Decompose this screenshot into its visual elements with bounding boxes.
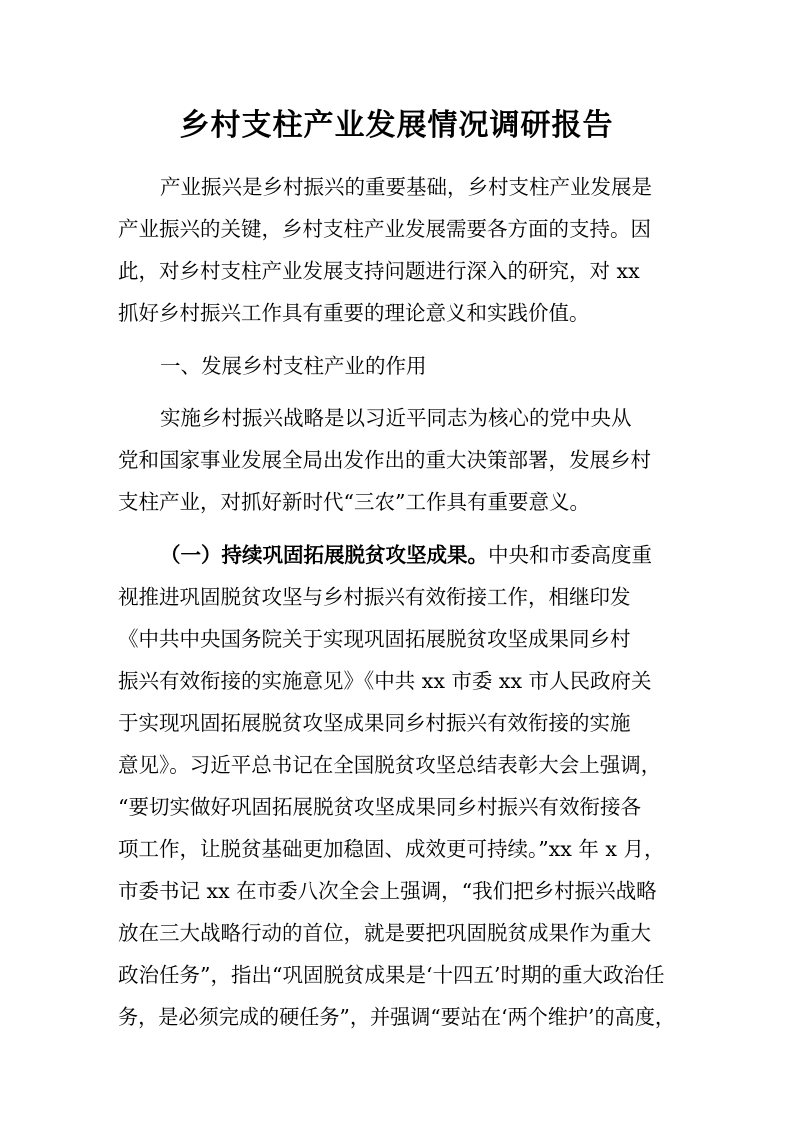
paragraph-3-line-2: 视推进巩固脱贫攻坚与乡村振兴有效衔接工作，相继印发 <box>118 585 631 609</box>
paragraph-3-line-6: 意见》。习近平总书记在全国脱贫攻坚总结表彰大会上强调， <box>118 753 662 777</box>
paragraph-2-line-1: 实施乡村振兴战略是以习近平同志为核心的党中央从 <box>160 406 632 430</box>
paragraph-3-line-3: 《中共中央国务院关于实现巩固拓展脱贫攻坚成果同乡村 <box>118 627 631 651</box>
paragraph-3-line-1-rest: 中央和市委高度重 <box>488 543 652 567</box>
paragraph-1-line-4: 抓好乡村振兴工作具有重要的理论意义和实践价值。 <box>118 301 590 325</box>
paragraph-3-line-10: 放在三大战略行动的首位，就是要把巩固脱贫成果作为重大 <box>118 921 651 945</box>
paragraph-2-line-2: 党和国家事业发展全局出发作出的重大决策部署，发展乡村 <box>118 448 651 472</box>
paragraph-1-line-2: 产业振兴的关键，乡村支柱产业发展需要各方面的支持。因 <box>118 217 651 241</box>
paragraph-3-line-4: 振兴有效衔接的实施意见》《中共 xx 市委 xx 市人民政府关 <box>118 669 652 693</box>
paragraph-1-line-1: 产业振兴是乡村振兴的重要基础，乡村支柱产业发展是 <box>160 175 652 199</box>
paragraph-3-line-1 <box>160 535 652 575</box>
paragraph-3-line-12: 务，是必须完成的硬任务”，并强调“要站在‘两个维护’的高度， <box>118 1005 676 1029</box>
paragraph-3-line-5: 于实现巩固拓展脱贫攻坚成果同乡村振兴有效衔接的实施 <box>118 711 631 735</box>
section-heading-1: 一、发展乡村支柱产业的作用 <box>160 354 427 378</box>
subsection-lead-bold: （一）持续巩固拓展脱贫攻坚成果。 <box>160 543 488 567</box>
paragraph-2-line-3: 支柱产业，对抓好新时代“三农”工作具有重要意义。 <box>118 490 590 514</box>
paragraph-3-line-9: 市委书记 xx 在市委八次全会上强调，“我们把乡村振兴战略 <box>118 879 657 903</box>
paragraph-3-line-11: 政治任务”，指出“巩固脱贫成果是‘十四五’时期的重大政治任 <box>118 963 665 987</box>
paragraph-1-line-3: 此，对乡村支柱产业发展支持问题进行深入的研究，对 xx <box>118 259 640 283</box>
paragraph-3-line-7: “要切实做好巩固拓展脱贫攻坚成果同乡村振兴有效衔接各 <box>118 795 641 819</box>
document-title: 乡村支柱产业发展情况调研报告 <box>179 108 614 143</box>
paragraph-3-line-8: 项工作，让脱贫基础更加稳固、成效更可持续。”xx 年 x 月， <box>118 837 665 861</box>
